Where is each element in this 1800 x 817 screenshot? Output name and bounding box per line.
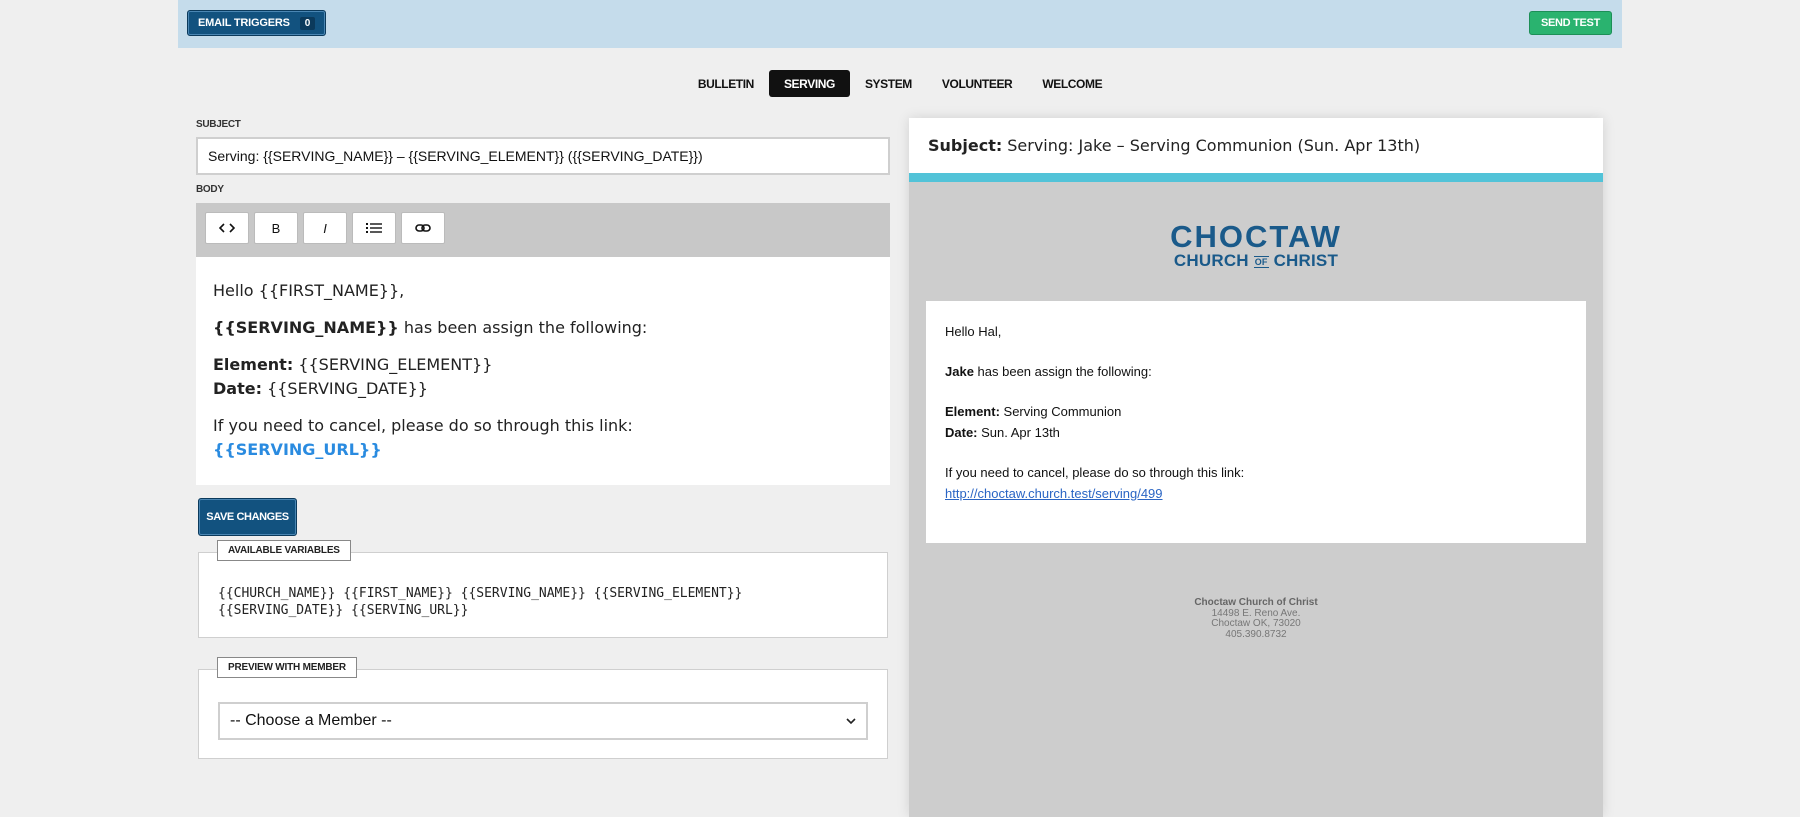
tab-bulletin[interactable]: BULLETIN — [697, 76, 754, 91]
preview-date-value: Sun. Apr 13th — [977, 425, 1060, 440]
preview-assign-text: has been assign the following: — [973, 364, 1152, 379]
code-icon — [219, 222, 235, 234]
top-bar — [178, 0, 1622, 48]
preview-cancel — [945, 462, 1567, 504]
logo-of: OF — [1254, 256, 1268, 267]
preview-assign-line — [945, 361, 1567, 382]
editor-content[interactable] — [196, 257, 890, 497]
body-editor — [196, 203, 890, 485]
list-button[interactable] — [352, 212, 396, 244]
preview-footer — [909, 598, 1603, 640]
tab-volunteer[interactable]: VOLUNTEER — [941, 76, 1013, 91]
body-details — [213, 353, 873, 401]
body-date-value: {{SERVING_DATE}} — [261, 379, 428, 398]
logo-line2 — [909, 252, 1603, 271]
preview-element-label: Element: — [945, 404, 1000, 419]
preview-with-member-panel — [198, 662, 888, 759]
preview-date-label: Date: — [945, 425, 978, 440]
preview-with-member-legend: PREVIEW WITH MEMBER — [217, 657, 357, 678]
list-icon — [366, 222, 382, 234]
template-tabs — [0, 70, 1800, 97]
logo-christ: CHRIST — [1273, 251, 1339, 270]
logo-line1: CHOCTAW — [1170, 219, 1342, 254]
body-element-label: Element: — [213, 355, 294, 374]
footer-address: 14498 E. Reno Ave. — [1211, 607, 1301, 619]
preview-subject-value: Serving: Jake – Serving Communion (Sun. Apr 13th) — [1007, 136, 1421, 155]
logo-church: CHURCH — [1173, 251, 1249, 270]
preview-subject-label: Subject: — [928, 136, 1003, 155]
preview-greeting: Hello Hal, — [945, 324, 1002, 339]
preview-subject-bar — [909, 118, 1603, 182]
body-assign-text: has been assign the following: — [398, 318, 648, 337]
tab-system[interactable]: SYSTEM — [864, 76, 912, 91]
available-variables-legend: AVAILABLE VARIABLES — [217, 540, 351, 561]
preview-assign-name: Jake — [945, 364, 974, 379]
email-triggers-button[interactable] — [187, 10, 326, 36]
footer-phone: 405.390.8732 — [1225, 628, 1287, 640]
link-button[interactable] — [401, 212, 445, 244]
preview-element-value: Serving Communion — [999, 404, 1122, 419]
body-cancel-link[interactable]: {{SERVING_URL}} — [213, 440, 382, 459]
preview-email-card — [926, 301, 1586, 543]
save-changes-button[interactable]: SAVE CHANGES — [198, 498, 297, 536]
email-triggers-count-badge: 0 — [300, 17, 315, 30]
member-select[interactable] — [218, 702, 868, 740]
footer-church-name: Choctaw Church of Christ — [1194, 597, 1318, 608]
available-variables-panel — [198, 545, 888, 638]
preview-details — [945, 401, 1567, 443]
tab-serving[interactable]: SERVING — [769, 70, 850, 97]
body-date-label: Date: — [213, 379, 262, 398]
footer-city: Choctaw OK, 73020 — [1211, 618, 1301, 629]
italic-button[interactable]: I — [303, 212, 347, 244]
email-preview — [909, 118, 1603, 817]
send-test-button[interactable]: SEND TEST — [1529, 11, 1612, 35]
body-assign-line — [213, 316, 873, 340]
link-icon — [415, 222, 431, 234]
chevron-down-icon — [846, 718, 856, 725]
subject-label: SUBJECT — [196, 119, 241, 130]
body-assign-name: {{SERVING_NAME}} — [213, 318, 399, 337]
subject-input[interactable]: Serving: {{SERVING_NAME}} – {{SERVING_ELEMENT}} ({{SERVING_DATE}}) — [196, 137, 890, 175]
available-variables-list: {{CHURCH_NAME}} {{FIRST_NAME}} {{SERVING_NAME}} {{SERVING_ELEMENT}} {{SERVING_DATE}} {{SERVING_URL}} — [218, 586, 743, 618]
body-element-value: {{SERVING_ELEMENT}} — [293, 355, 493, 374]
editor-toolbar — [196, 203, 890, 257]
preview-cancel-link[interactable]: http://choctaw.church.test/serving/499 — [945, 486, 1163, 501]
body-label: BODY — [196, 184, 224, 195]
church-logo — [909, 219, 1603, 271]
body-greeting: Hello {{FIRST_NAME}}, — [213, 281, 405, 300]
tab-welcome[interactable]: WELCOME — [1042, 76, 1103, 91]
member-select-value: -- Choose a Member -- — [230, 712, 392, 729]
bold-button[interactable]: B — [254, 212, 298, 244]
body-cancel-text: If you need to cancel, please do so through this link: — [213, 416, 633, 435]
code-view-button[interactable] — [205, 212, 249, 244]
email-triggers-label: EMAIL TRIGGERS — [198, 17, 290, 29]
body-cancel — [213, 414, 873, 462]
preview-cancel-text: If you need to cancel, please do so through this link: — [945, 465, 1245, 480]
